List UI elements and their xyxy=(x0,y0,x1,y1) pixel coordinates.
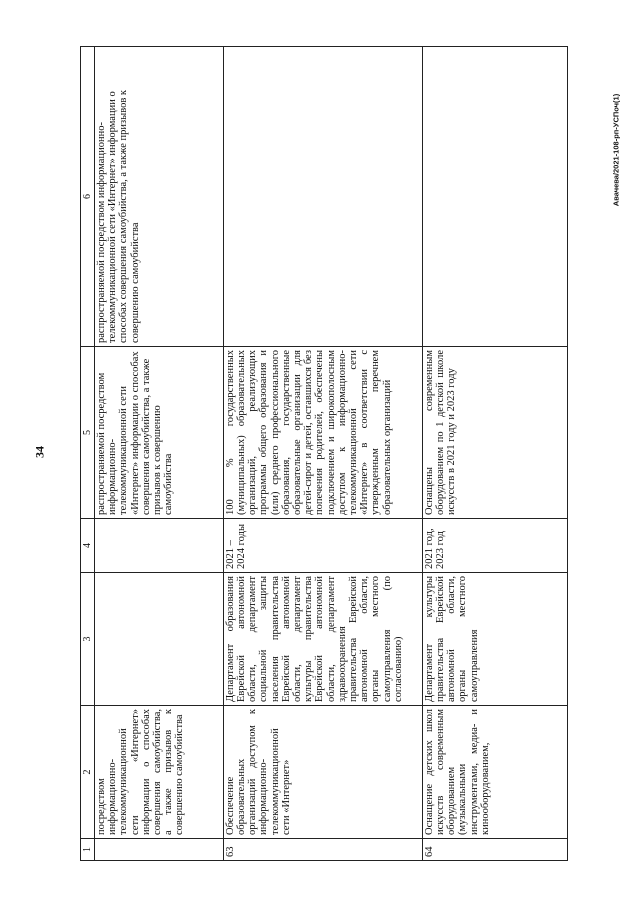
term-cell: 2021 год, 2023 год xyxy=(422,519,567,573)
measure-cell: посредством информационно-телекоммуникационной сети «Интернет» информации о способах совершения самоубийства, а также призывов к совершению самоубийства xyxy=(95,706,224,839)
indicator-cell xyxy=(422,47,567,347)
column-header: 2 xyxy=(81,706,95,839)
row-number: 63 xyxy=(223,839,422,861)
indicator-cell xyxy=(223,47,422,347)
rotated-table-container xyxy=(80,47,568,861)
term-cell xyxy=(95,519,224,573)
result-cell: распространяемой посредством информационно-телекоммуникационной сети «Интернет» информации о способах совершения самоубийства, а также призывов к совершению самоубийства xyxy=(95,347,224,519)
result-cell: 100 % государственных (муниципальных) образовательных организаций, реализующих программы общего образования и (или) среднего профессионального образования, государственные образовательные организации для детей-сирот и детей, оставшихся без попечения родителей, обеспечены подключением и широкополосным доступом к информационно-телекоммуникационной сети «Интернет» в соответствии с утвержденным перечнем образовательных организаций xyxy=(223,347,422,519)
column-header: 1 xyxy=(81,839,95,861)
row-number: 64 xyxy=(422,839,567,861)
measure-cell: Оснащение детских школ искусств современным оборудованием (музыкальными инструментами, медиа- и кинооборудованием, xyxy=(422,706,567,839)
indicator-cell: распространяемой посредством информационно-телекоммуникационной сети «Интернет» информации о способах совершения самоубийства, а также призывов к совершению самоубийства xyxy=(95,47,224,347)
column-header: 4 xyxy=(81,519,95,573)
table-row xyxy=(422,47,567,861)
column-number-row xyxy=(81,47,95,861)
responsible-cell: Департамент образования Еврейской автономной области, департамент социальной защиты населения правительства Еврейской автономной области, департамент культуры правительства Еврейской автономной области, департамент здравоохранения правительства Еврейской автономной области, органы местного самоуправления (по согласованию) xyxy=(223,573,422,706)
measures-table xyxy=(80,46,568,861)
column-header: 3 xyxy=(81,573,95,706)
document-footer-code: Авачева/2021-108-рп-УСПоч(1) xyxy=(611,93,621,207)
column-header: 5 xyxy=(81,347,95,519)
responsible-cell xyxy=(95,573,224,706)
table-row xyxy=(95,47,224,861)
responsible-cell: Департамент культуры правительства Еврейской автономной области, органы местного самоуправления xyxy=(422,573,567,706)
page-number: 34 xyxy=(32,446,47,458)
column-header: 6 xyxy=(81,47,95,347)
result-cell: Оснащены современным оборудованием по 1 детской школе искусств в 2021 году и 2023 году xyxy=(422,347,567,519)
term-cell: 2021 – 2024 годы xyxy=(223,519,422,573)
table-row xyxy=(223,47,422,861)
row-number xyxy=(95,839,224,861)
measure-cell: Обеспечение образовательных организаций доступом к информационно-телекоммуникационной сети «Интернет» xyxy=(223,706,422,839)
